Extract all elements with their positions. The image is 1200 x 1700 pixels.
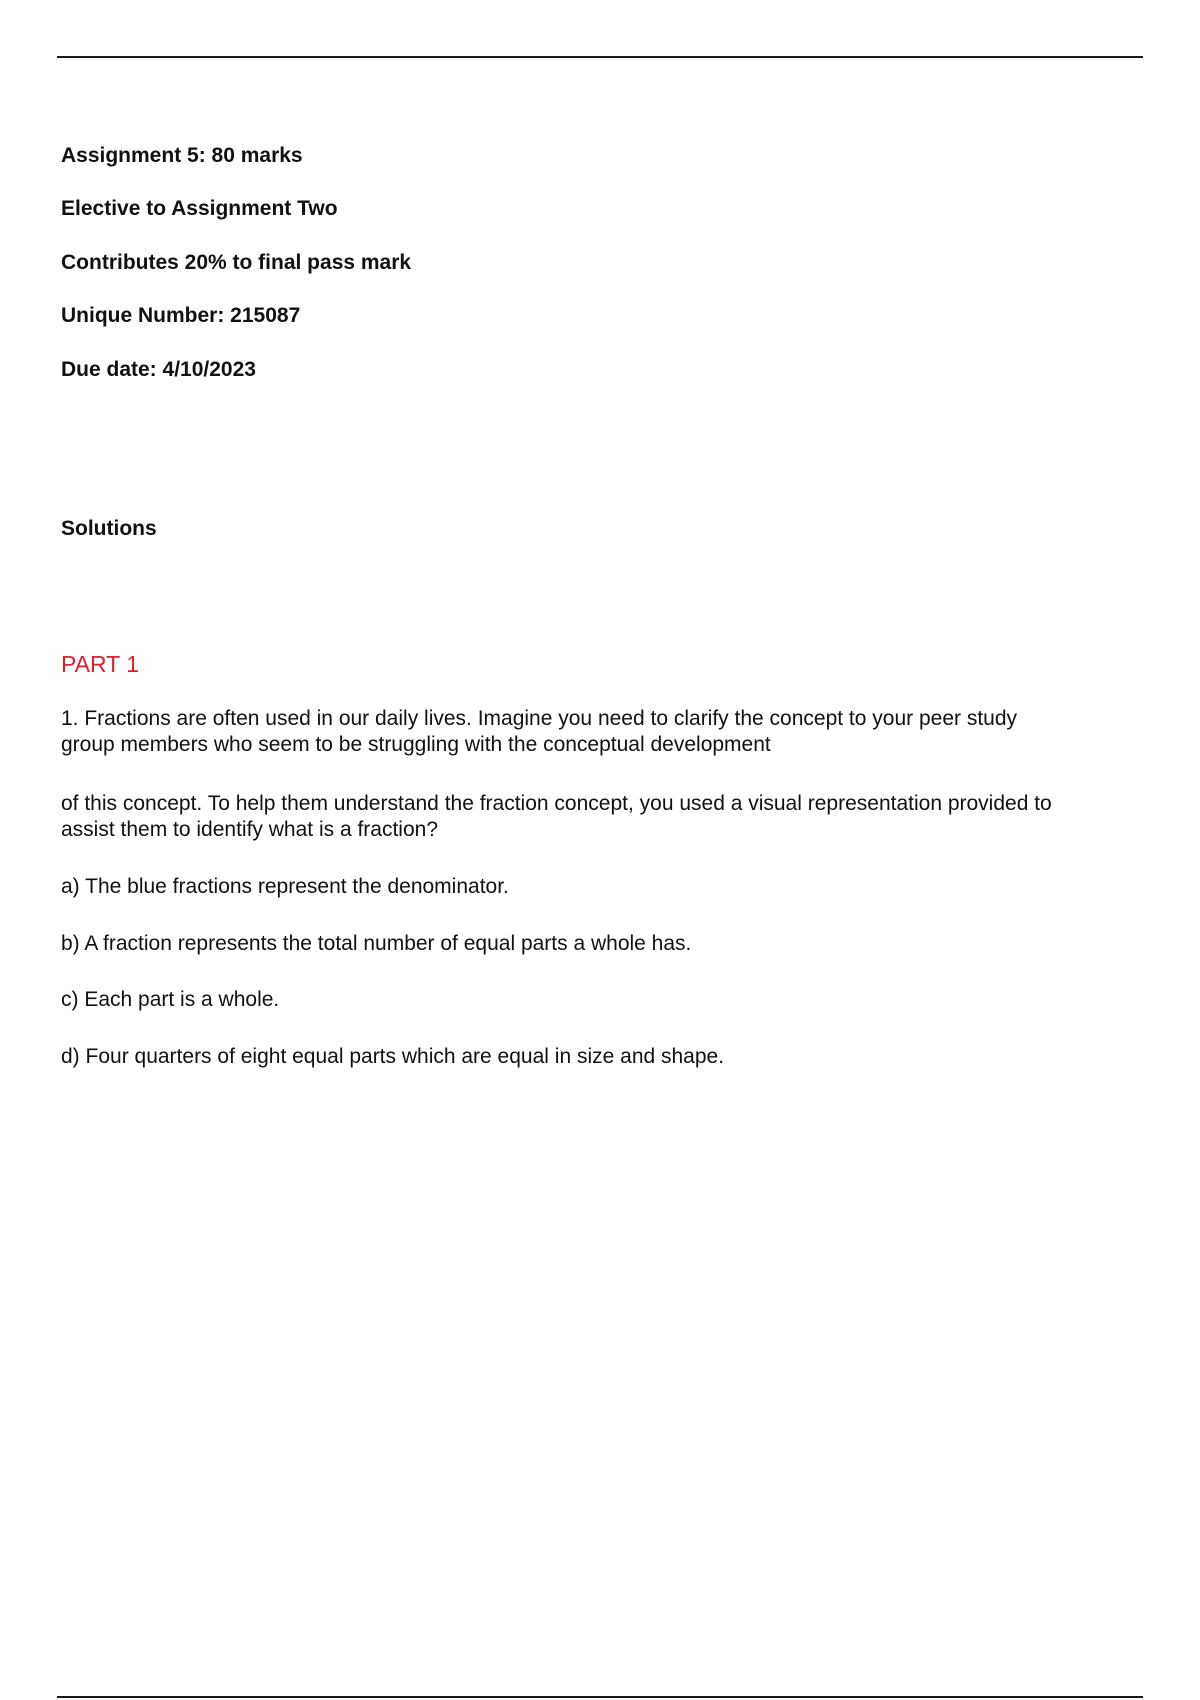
question-paragraph-2: [61, 791, 1181, 843]
question-paragraph-2-line-2: assist them to identify what is a fraction?: [61, 818, 439, 841]
option-c: c) Each part is a whole.: [61, 988, 280, 1011]
due-date-line: Due date: 4/10/2023: [61, 358, 256, 381]
question-paragraph-1-line-2: group members who seem to be struggling with the conceptual development: [61, 733, 771, 756]
question-paragraph-1-line-1: 1. Fractions are often used in our daily lives. Imagine you need to clarify the concept to your peer study: [61, 707, 1018, 730]
top-divider: [57, 56, 1143, 58]
option-d: d) Four quarters of eight equal parts which are equal in size and shape.: [61, 1045, 725, 1068]
assignment-title: Assignment 5: 80 marks: [61, 144, 303, 167]
option-b: b) A fraction represents the total number of equal parts a whole has.: [61, 932, 692, 955]
unique-number-line: Unique Number: 215087: [61, 304, 301, 327]
option-a: a) The blue fractions represent the denominator.: [61, 875, 509, 898]
question-paragraph-2-line-1: of this concept. To help them understand the fraction concept, you used a visual representation provided to: [61, 792, 1052, 815]
part-title: PART 1: [61, 651, 139, 677]
contribution-line: Contributes 20% to final pass mark: [61, 251, 412, 274]
solutions-heading: Solutions: [61, 517, 157, 540]
bottom-divider: [57, 1696, 1143, 1698]
question-paragraph-1: [61, 706, 1181, 758]
elective-line: Elective to Assignment Two: [61, 197, 338, 220]
